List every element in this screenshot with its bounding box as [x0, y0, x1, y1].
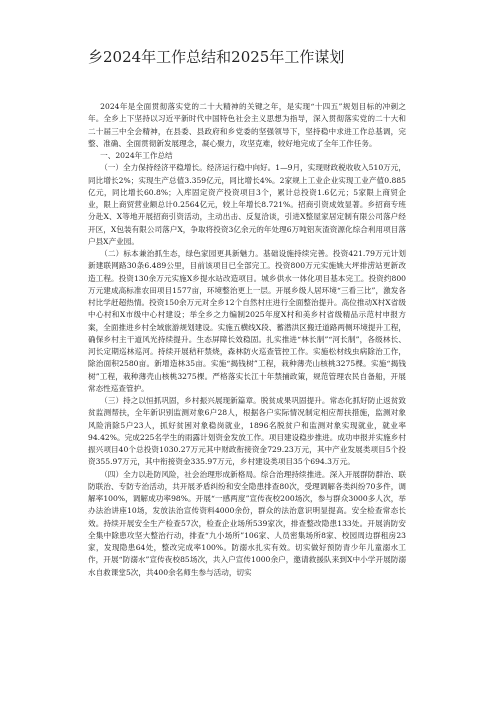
body-paragraph: （一）全力保持经济平稳增长。经济运行稳中向好。1—9月，实现财政税收收入510万元，同比增长2%；实现生产总值3.359亿元，同比增长4%。2家规上工业企业实现工业产值0.885亿元，同比增长60.8%；入库固定资产投资项目3个，累计总投资1.6亿元；5家限上商贸企业，限上商贸营业额总计0.2564亿元，较上年增长8.721%。招商引资成效显著。乡招商专班分赴X、X等地开展招商引资活动，主动出击、反复洽谈，引进X整屋家居定制有限公司落户经开区，X包装有限公司落户X，争取将投资3亿余元的年处理6万吨铝灰渣资源化综合利用项目落户县X产业园。 [88, 163, 406, 246]
body-paragraph: 2024年是全面贯彻落实党的二十大精神的关键之年，是实现“十四五”规划目标的冲刺之年。全乡上下坚持以习近平新时代中国特色社会主义思想为指导，深入贯彻落实党的二十大和二十届三中全会精神，在县委、县政府和乡党委的坚强领导下，坚持稳中求进工作总基调，完整、准确、全面贯彻新发展理念，凝心聚力，攻坚克难，较好地完成了全年工作任务。 [88, 102, 406, 148]
body-paragraph: （三）持之以恒抓巩固，乡村振兴展现新篇章。脱贫成果巩固提升。常态化抓好防止返贫致贫监测帮扶，全年新识别监测对象6户28人，根据各户实际情况制定相应帮扶措施，监测对象风险消除5户23人，抓好贫困对象稳岗就业，1896名脱贫户和监测对象实现就业，就业率94.42%。完成225名学生的雨露计划资金发放工作。项目建设稳步推进。成功申报并实施乡村振兴项目40个总投资1030.27万元其中财政衔接资金729.23万元，其中产业发展类项目5个投资355.97万元，其中衔接资金335.97万元，乡村建设类项目35个694.3万元。 [88, 396, 406, 467]
section-heading: 一、2024年工作总结 [100, 151, 173, 160]
document-title: 乡2024年工作总结和2025年工作谋划 [88, 48, 345, 66]
body-paragraph: （二）标本兼治抓生态，绿色家园更具新魅力。基础设施持续完善。投资421.79万元计划新建联网路30条6.489公里，目前该项目已全部完工。投资800万元实施姚大坪排涝站更新改造工程。投资130余万元实施X乡提水站改造项目。城乡供水一体化项目基本完工。投资约800万元建成高标准农田项目1577亩，环境整治更上一层。开展乡级人居环境“三看三比”，激发各村比学赶超热情。投资150余万元对全乡12个自然村庄进行全面整治提升。高位推动X村X省级中心村和X市级中心村建设；举全乡之力编制2025年度X村和美乡村省级精品示范村申报方案，全面推进乡村全域旅游规划建设。实施五横线X段、蓄潜洪区搬迁道路两侧环境提升工程，确保乡村主干道风光持续提升。生态屏障长效稳固。扎实推进“林长制”“河长制”，各级林长、河长定期巡林巡河。持续开展秸秆禁烧，森林防火巡查管控工作。实施松材线虫病除治工作，除治面积2580亩。新增造林35亩。实施“揭钱树”工程，栽种薄壳山核桃3275棵。实施“揭钱树”工程，栽种薄壳山核桃3275棵。严格落实长江十年禁捕政策，规范管理农民自备船，开展常态性巡查管护。 [88, 249, 406, 393]
body-paragraph: （四）全力以赴防风险，社会治理形成新格局。综合治理持续推进。深入开展群防群治、联防联治、专防专治活动，共开展矛盾纠纷和安全隐患排查80次，受理调解各类纠纷70多件，调解率100%，调解成功率98%。开展“一感两度”宣传夜校200场次，参与群众3000多人次，举办法治讲座10场，发放法治宣传资料4000余份，群众的法治意识明显提高。安全检查常态长效。持续开展安全生产检查57次，检查企业场所539家次，排查整改隐患133处。开展消防安全集中除患攻坚大整治行动，排查“九小场所”106家、人员密集场所8家、校园周边群租房23家，发现隐患64处，整改完成率100%。防溺水扎实有效。切实做好预防青少年儿童溺水工作，开展“防溺水”宣传夜校85场次，共入户宣传1000余户，邀请救援队来到X中小学开展防溺水自救课堂5次，共400余名师生参与活动，切实 [88, 469, 406, 577]
document-body [88, 101, 406, 579]
